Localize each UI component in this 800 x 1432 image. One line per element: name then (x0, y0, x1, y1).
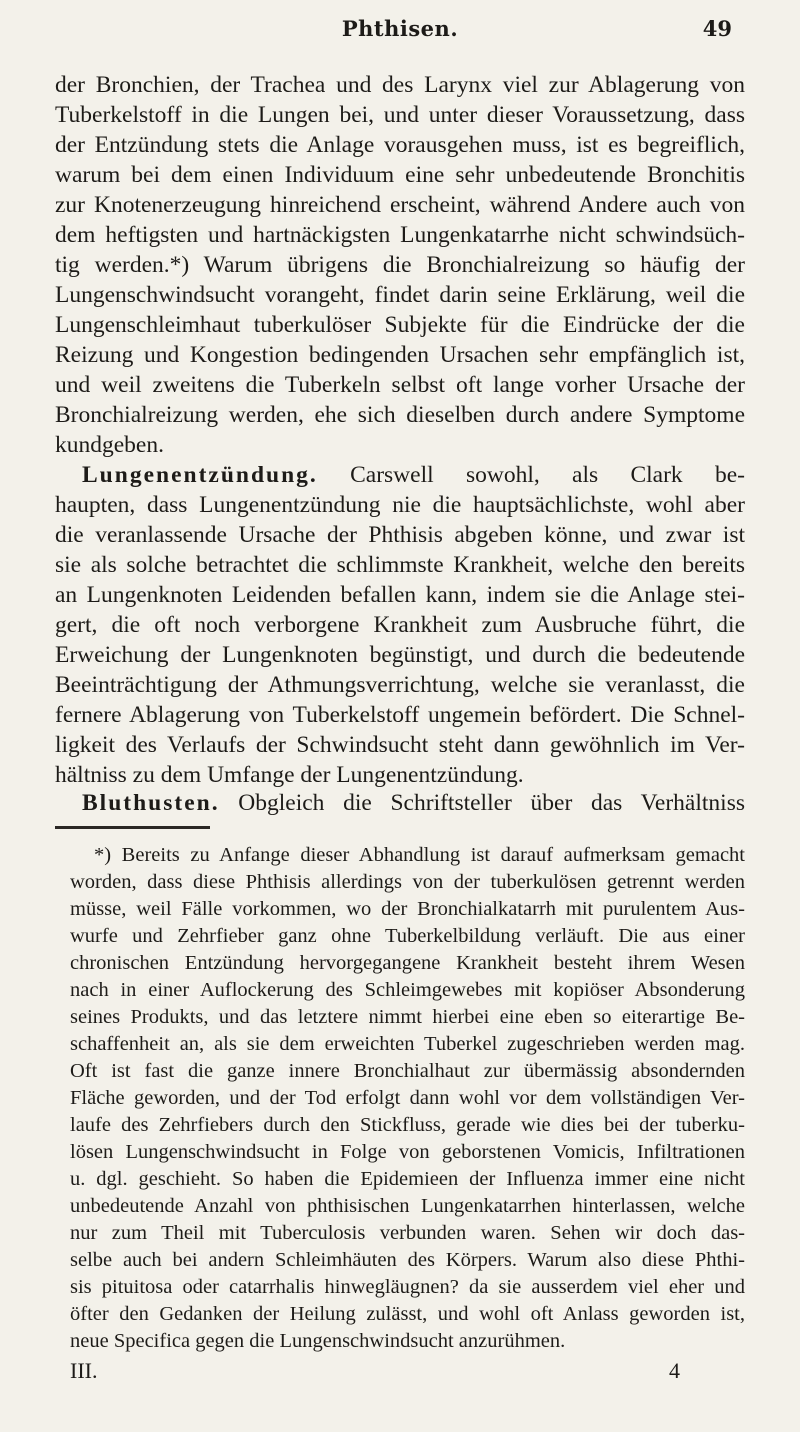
section-lungenentzuendung-first-line (55, 460, 745, 490)
body-line: fernere Ablagerung von Tuberkelstoff ungemein befördert. Die Schnel- (55, 702, 745, 728)
footnote-line: *) Bereits zu Anfange dieser Abhandlung ist darauf aufmerksam gemacht (94, 844, 745, 866)
body-line: zur Knotenerzeugung hinreichend erscheint, während Andere auch von (55, 192, 745, 218)
body-line: Bronchialreizung werden, ehe sich dieselben durch andere Symptome (55, 402, 745, 428)
footnote-line: seines Produkts, und das letztere nimmt hierbei eine eben so eiterartige Be- (70, 1006, 745, 1028)
body-line: Lungenschwindsucht vorangeht, findet darin seine Erklärung, weil die (55, 282, 745, 308)
body-line: warum bei dem einen Individuum eine sehr unbedeutende Bronchitis (55, 162, 745, 188)
footnote-line: nach in einer Auflockerung des Schleimgewebes mit kopiöser Absonderung (70, 979, 745, 1001)
footnote-line: chronischen Entzündung hervorgegangene Krankheit besteht ihrem Wesen (70, 952, 745, 974)
footnote-line: wurfe und Zehrfieber ganz ohne Tuberkelbildung verläuft. Die aus einer (70, 925, 745, 947)
footnote-line: Fläche geworden, und der Tod erfolgt dann wohl vor dem vollständigen Ver- (70, 1087, 745, 1109)
body-line: Lungenschleimhaut tuberkulöser Subjekte für die Eindrücke der die (55, 312, 745, 338)
footnote-separator-rule (55, 826, 210, 829)
footnote-line: selbe auch bei andern Schleimhäuten des Körpers. Warum also diese Phthi- (70, 1249, 745, 1271)
section-first-line-text: Obgleich die Schriftsteller über das Verhältniss (238, 790, 745, 816)
footnote-line: schaffenheit an, als sie dem erweichten Tuberkel zugeschrieben werden mag. (70, 1033, 745, 1055)
footnote-line: laufe des Zehrfiebers durch den Stickfluss, gerade wie dies bei der tuberku- (70, 1114, 745, 1136)
page-number: 49 (702, 16, 732, 41)
footnote-line: u. dgl. geschieht. So haben die Epidemieen der Influenza immer eine nicht (70, 1168, 745, 1190)
footnote-line: nur zum Theil mit Tuberculosis verbunden waren. Sehen wir doch das- (70, 1222, 745, 1244)
body-line: kundgeben. (55, 432, 164, 458)
footnote-line: unbedeutende Anzahl von phthisischen Lungenkatarrhen hinterlassen, welche (70, 1195, 745, 1217)
body-line: dem heftigsten und hartnäckigsten Lungenkatarrhe nicht schwindsüch- (55, 222, 745, 248)
footnote-line: sis pituitosa oder catarrhalis hinwegläugnen? da sie ausserdem viel eher und (70, 1276, 745, 1298)
sheet-signature: 4 (669, 1358, 680, 1383)
footnote-line: Oft ist fast die ganze innere Bronchialhaut zur übermässig absondernden (70, 1060, 745, 1082)
body-line: haupten, dass Lungenentzündung nie die hauptsächlichste, wohl aber (55, 492, 745, 518)
footnote-line: öfter den Gedanken der Heilung zulässt, und wohl oft Anlass geworden ist, (70, 1303, 745, 1325)
body-line: sie als solche betrachtet die schlimmste Krankheit, welche den bereits (55, 552, 745, 578)
section-first-line-text: Carswell sowohl, als Clark be- (350, 462, 745, 488)
footnote-line: müsse, weil Fälle vorkommen, wo der Bronchialkatarrh mit purulentem Aus- (70, 898, 745, 920)
body-line: Tuberkelstoff in die Lungen bei, und unter dieser Voraussetzung, dass (55, 102, 745, 128)
footnote-line: lösen Lungenschwindsucht in Folge von geborstenen Vomicis, Infiltrationen (70, 1141, 745, 1163)
body-line: die veranlassende Ursache der Phthisis abgeben könne, und zwar ist (55, 522, 745, 548)
body-line: der Bronchien, der Trachea und des Larynx viel zur Ablagerung von (55, 72, 745, 98)
section-heading-bluthusten: Bluthusten. (82, 790, 220, 816)
body-line: tig werden.*) Warum übrigens die Bronchialreizung so häufig der (55, 252, 745, 278)
body-line: der Entzündung stets die Anlage vorausgehen muss, ist es begreiflich, (55, 132, 745, 158)
body-line: und weil zweitens die Tuberkeln selbst oft lange vorher Ursache der (55, 372, 745, 398)
footnote-line: worden, dass diese Phthisis allerdings von der tuberkulösen getrennt werden (70, 871, 745, 893)
section-bluthusten-first-line (55, 788, 745, 818)
section-heading-lungenentzuendung: Lungenentzündung. (82, 462, 318, 488)
running-title: Phthisen. (341, 16, 459, 41)
footnote-line: neue Specifica gegen die Lungenschwindsucht anzurühmen. (70, 1330, 566, 1352)
body-line: ligkeit des Verlaufs der Schwindsucht steht dann gewöhnlich im Ver- (55, 732, 745, 758)
volume-mark: III. (70, 1358, 98, 1383)
body-line: Beeinträchtigung der Athmungsverrichtung, welche sie veranlasst, die (55, 672, 745, 698)
body-line: hältniss zu dem Umfange der Lungenentzündung. (55, 762, 524, 788)
body-line: an Lungenknoten Leidenden befallen kann, indem sie die Anlage stei- (55, 582, 745, 608)
body-line: Reizung und Kongestion bedingenden Ursachen sehr empfänglich ist, (55, 342, 745, 368)
page-header (0, 14, 800, 54)
signature-line (70, 1358, 680, 1388)
body-line: Erweichung der Lungenknoten begünstigt, und durch die bedeutende (55, 642, 745, 668)
body-line: gert, die oft noch verborgene Krankheit zum Ausbruche führt, die (55, 612, 745, 638)
